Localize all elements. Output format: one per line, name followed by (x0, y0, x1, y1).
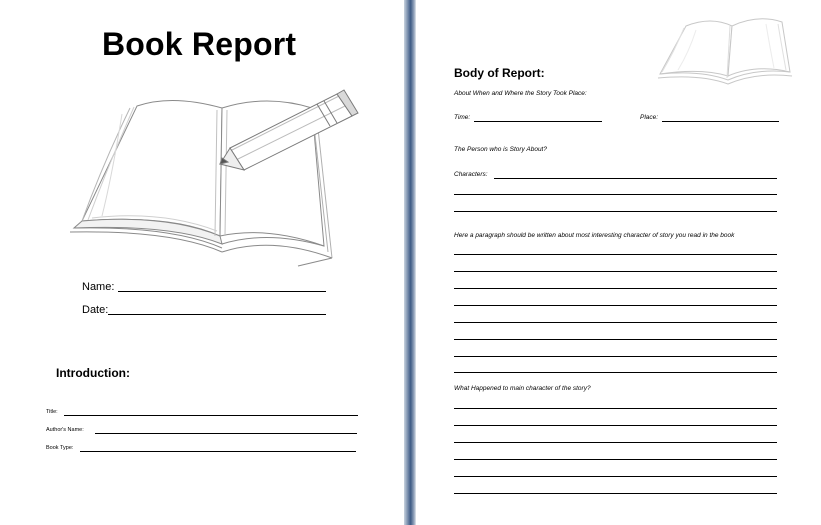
place-label: Place: (640, 114, 659, 121)
happened-line[interactable] (454, 408, 777, 409)
body-of-report-heading: Body of Report: (454, 66, 545, 80)
characters-line[interactable] (454, 194, 777, 195)
name-field[interactable] (118, 291, 326, 292)
paragraph-prompt: Here a paragraph should be written about most interesting character of story you read in the book (454, 232, 735, 239)
paragraph-line[interactable] (454, 254, 777, 255)
title-label: Title: (46, 409, 58, 415)
left-page (0, 0, 404, 525)
happened-line[interactable] (454, 459, 777, 460)
open-book-icon (656, 12, 796, 92)
time-label: Time: (454, 114, 471, 121)
happened-line[interactable] (454, 493, 777, 494)
book-type-field[interactable] (80, 451, 356, 452)
characters-line[interactable] (454, 211, 777, 212)
date-label: Date: (82, 304, 109, 316)
paragraph-line[interactable] (454, 271, 777, 272)
date-field[interactable] (108, 314, 326, 315)
book-type-label: Book Type: (46, 445, 74, 451)
name-label: Name: (82, 281, 115, 293)
characters-field[interactable] (494, 178, 777, 179)
paragraph-line[interactable] (454, 372, 777, 373)
paragraph-line[interactable] (454, 322, 777, 323)
happened-prompt: What Happened to main character of the story? (454, 385, 591, 392)
book-title-field[interactable] (64, 415, 358, 416)
paragraph-line[interactable] (454, 305, 777, 306)
paragraph-line[interactable] (454, 339, 777, 340)
place-field[interactable] (662, 121, 779, 122)
author-name-label: Author's Name: (46, 427, 84, 433)
characters-label: Characters: (454, 171, 488, 178)
right-page (416, 0, 821, 525)
paragraph-line[interactable] (454, 356, 777, 357)
person-prompt: The Person who is Story About? (454, 146, 547, 153)
happened-line[interactable] (454, 425, 777, 426)
time-field[interactable] (474, 121, 602, 122)
setting-prompt: About When and Where the Story Took Place: (454, 90, 587, 97)
paragraph-line[interactable] (454, 288, 777, 289)
page-divider (404, 0, 416, 525)
introduction-heading: Introduction: (56, 366, 130, 380)
author-name-field[interactable] (95, 433, 357, 434)
happened-line[interactable] (454, 476, 777, 477)
happened-line[interactable] (454, 442, 777, 443)
open-book-with-pencil-icon (62, 86, 362, 276)
page-title: Book Report (102, 26, 297, 62)
